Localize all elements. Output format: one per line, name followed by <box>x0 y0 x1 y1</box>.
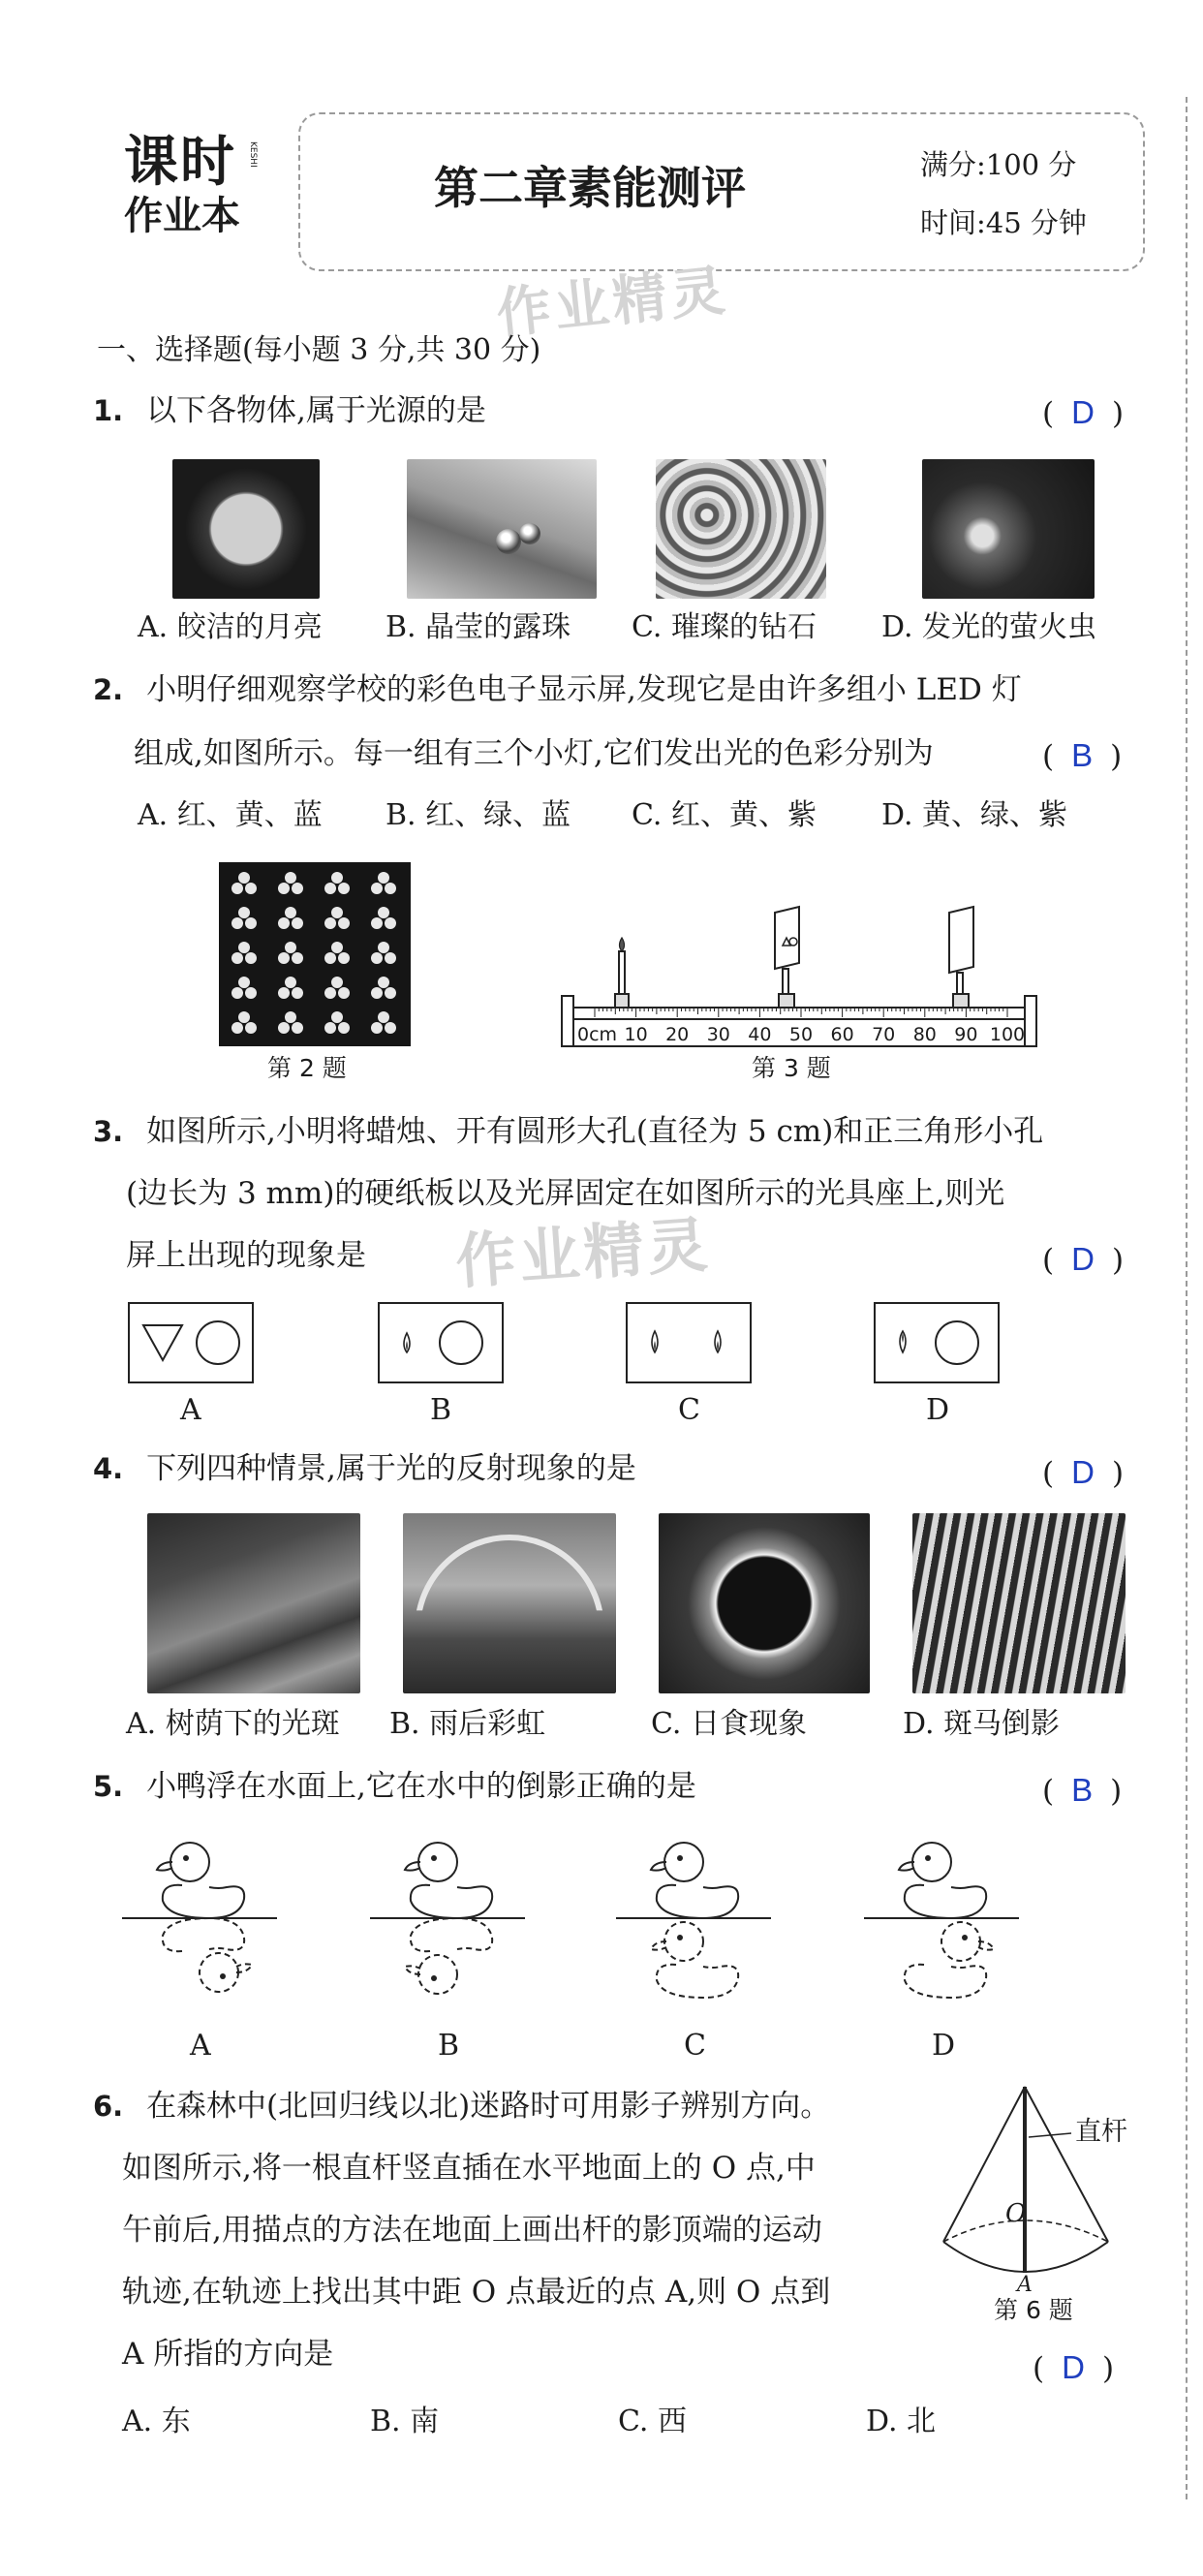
led-lamp <box>238 907 250 918</box>
ruler-label: 40 <box>748 1024 772 1045</box>
answer-3: ( D ) <box>1042 1241 1125 1278</box>
led-lamp <box>245 952 257 964</box>
led-lamp <box>371 883 383 894</box>
option-3c: C <box>678 1393 700 1427</box>
option-6a: A. 东 <box>122 2405 191 2438</box>
option-1d: D. 发光的萤火虫 <box>881 610 1097 644</box>
led-lamp <box>292 917 303 929</box>
answer-letter: D <box>1071 1241 1095 1277</box>
led-lamp <box>245 987 257 999</box>
question-text: 以下各物体,属于光源的是 <box>146 393 486 428</box>
duck-option-d-figure <box>864 1827 1029 2040</box>
led-lamp <box>278 883 290 894</box>
eclipse-photo <box>659 1513 870 1693</box>
led-lamp <box>371 987 383 999</box>
led-lamp <box>278 952 290 964</box>
question-1 <box>93 391 486 430</box>
question-number: 2. <box>93 673 124 706</box>
led-lamp <box>285 977 296 988</box>
led-lamp <box>378 942 389 953</box>
ruler-label: 60 <box>830 1024 854 1045</box>
optical-bench-figure <box>562 903 1036 1048</box>
led-grid-figure <box>219 862 411 1046</box>
figure-6-caption: 第 6 题 <box>994 2296 1073 2324</box>
question-6-line4: 轨迹,在轨迹上找出其中距 O 点最近的点 A,则 O 点到 <box>122 2275 831 2310</box>
option-3a-figure <box>128 1302 254 1383</box>
ruler-label: 70 <box>872 1024 896 1045</box>
option-6d: D. 北 <box>866 2405 937 2438</box>
answer-letter: B <box>1071 737 1094 773</box>
logo-small-text: KESHI <box>248 141 258 168</box>
duck-option-c-figure <box>616 1827 781 2040</box>
logo <box>124 131 269 250</box>
exam-time: 时间:45 分钟 <box>920 206 1087 239</box>
option-4a: A. 树荫下的光斑 <box>126 1707 340 1741</box>
led-lamp <box>245 1022 257 1034</box>
led-lamp <box>238 977 250 988</box>
option-3d-figure <box>874 1302 1000 1383</box>
answer-letter: D <box>1062 2349 1085 2385</box>
led-lamp <box>231 987 243 999</box>
option-6b: B. 南 <box>370 2405 440 2438</box>
question-text: 如图所示,小明将蜡烛、开有圆形大孔(直径为 5 cm)和正三角形小孔 <box>146 1114 1044 1149</box>
moon-photo <box>172 459 320 599</box>
watermark: 作业精灵 <box>453 1208 714 1298</box>
led-lamp <box>285 872 296 884</box>
ruler-label: 0cm <box>577 1024 618 1045</box>
led-lamp <box>231 952 243 964</box>
option-4d: D. 斑马倒影 <box>903 1707 1061 1741</box>
led-lamp <box>324 1022 336 1034</box>
duck-option-b-figure <box>370 1827 535 2021</box>
option-2b: B. 红、绿、蓝 <box>386 798 571 832</box>
led-lamp <box>324 987 336 999</box>
margin-dashed-line <box>1186 97 1188 2499</box>
led-lamp <box>278 987 290 999</box>
question-3-line3: 屏上出现的现象是 <box>126 1238 366 1273</box>
led-lamp <box>331 907 343 918</box>
answer-2: ( B ) <box>1042 737 1123 774</box>
led-lamp <box>371 952 383 964</box>
led-lamp <box>338 952 350 964</box>
led-lamp <box>245 883 257 894</box>
led-lamp <box>278 917 290 929</box>
figure-2-caption: 第 2 题 <box>267 1054 347 1082</box>
led-lamp <box>331 872 343 884</box>
led-lamp <box>238 872 250 884</box>
ruler-label: 50 <box>788 1024 814 1045</box>
rainbow-photo <box>403 1513 616 1693</box>
led-lamp <box>278 1022 290 1034</box>
led-lamp <box>238 942 250 953</box>
led-lamp <box>285 1011 296 1023</box>
figure-6-rod-label: 直杆 <box>1075 2117 1127 2147</box>
led-lamp <box>385 917 396 929</box>
page-title: 第二章素能测评 <box>434 162 746 214</box>
led-lamp <box>292 1022 303 1034</box>
option-3b: B <box>430 1393 452 1427</box>
led-lamp <box>324 883 336 894</box>
question-6-line3: 午前后,用描点的方法在地面上画出杆的影顶端的运动 <box>122 2213 822 2248</box>
section-title: 一、选择题(每小题 3 分,共 30 分) <box>97 333 541 367</box>
led-lamp <box>371 1022 383 1034</box>
full-score: 满分:100 分 <box>920 148 1077 181</box>
question-6 <box>93 2087 830 2126</box>
answer-4: ( D ) <box>1042 1454 1125 1491</box>
led-lamp <box>292 883 303 894</box>
zebra-photo <box>912 1513 1126 1693</box>
ruler-label: 20 <box>665 1024 690 1045</box>
option-2a: A. 红、黄、蓝 <box>138 798 323 832</box>
led-lamp <box>378 872 389 884</box>
led-lamp <box>385 952 396 964</box>
led-lamp <box>331 942 343 953</box>
option-1c: C. 璀璨的钻石 <box>632 610 817 644</box>
led-lamp <box>231 1022 243 1034</box>
option-1a: A. 皎洁的月亮 <box>138 610 323 644</box>
question-text: 下列四种情景,属于光的反射现象的是 <box>146 1451 636 1486</box>
led-lamp <box>371 917 383 929</box>
question-text: 在森林中(北回归线以北)迷路时可用影子辨别方向。 <box>146 2089 831 2124</box>
logo-line1: 课时 <box>124 131 236 194</box>
question-text: 小鸭浮在水面上,它在水中的倒影正确的是 <box>146 1769 696 1804</box>
option-5b: B <box>438 2029 460 2063</box>
option-3d: D <box>926 1393 950 1427</box>
led-lamp <box>292 952 303 964</box>
ruler-label: 30 <box>706 1024 730 1045</box>
ruler-label: 80 <box>912 1024 937 1045</box>
led-lamp <box>378 977 389 988</box>
answer-1: ( D ) <box>1042 394 1125 431</box>
tree-shade-photo <box>147 1513 360 1693</box>
led-lamp <box>385 883 396 894</box>
diamond-photo <box>656 459 826 599</box>
figure-6-point-a: A <box>1017 2273 1033 2297</box>
question-3-line2: (边长为 3 mm)的硬纸板以及光屏固定在如图所示的光具座上,则光 <box>126 1176 1005 1211</box>
duck-option-a-figure <box>122 1827 287 2021</box>
led-lamp <box>324 917 336 929</box>
option-3a: A <box>180 1393 201 1427</box>
ruler-label: 90 <box>954 1024 978 1045</box>
question-2-line2: 组成,如图所示。每一组有三个小灯,它们发出光的色彩分别为 <box>134 736 934 771</box>
question-number: 5. <box>93 1770 124 1803</box>
led-lamp <box>378 907 389 918</box>
figure-3-caption: 第 3 题 <box>752 1054 831 1082</box>
led-lamp <box>331 1011 343 1023</box>
led-lamp <box>231 883 243 894</box>
question-6-line5: A 所指的方向是 <box>122 2337 334 2372</box>
led-lamp <box>378 1011 389 1023</box>
question-2 <box>93 670 1022 709</box>
answer-5: ( B ) <box>1042 1772 1123 1809</box>
option-2c: C. 红、黄、紫 <box>632 798 817 832</box>
question-3 <box>93 1112 1043 1151</box>
option-3c-figure <box>626 1302 752 1383</box>
question-4 <box>93 1449 636 1488</box>
option-5c: C <box>684 2029 706 2063</box>
option-5d: D <box>932 2029 956 2063</box>
question-number: 1. <box>93 394 124 427</box>
question-number: 4. <box>93 1452 124 1485</box>
led-lamp <box>385 1022 396 1034</box>
ruler-label: 100 <box>989 1024 1026 1045</box>
led-lamp <box>238 1011 250 1023</box>
led-lamp <box>324 952 336 964</box>
option-3b-figure <box>378 1302 504 1383</box>
option-6c: C. 西 <box>618 2405 687 2438</box>
answer-letter: B <box>1071 1772 1094 1808</box>
led-lamp <box>231 917 243 929</box>
led-lamp <box>285 942 296 953</box>
led-lamp <box>385 987 396 999</box>
answer-letter: D <box>1071 394 1095 430</box>
led-lamp <box>338 917 350 929</box>
question-number: 3. <box>93 1115 124 1148</box>
option-5a: A <box>190 2029 211 2063</box>
question-number: 6. <box>93 2090 124 2123</box>
led-lamp <box>285 907 296 918</box>
figure-6-point-o: O <box>1005 2199 1027 2228</box>
question-5 <box>93 1767 696 1806</box>
answer-6: ( D ) <box>1033 2349 1115 2386</box>
question-text: 小明仔细观察学校的彩色电子显示屏,发现它是由许多组小 LED 灯 <box>146 672 1022 707</box>
firefly-photo <box>922 459 1095 599</box>
option-1b: B. 晶莹的露珠 <box>386 610 571 644</box>
logo-line2: 作业本 <box>124 194 240 238</box>
answer-letter: D <box>1071 1454 1095 1490</box>
led-lamp <box>338 883 350 894</box>
dewdrop-photo <box>407 459 597 599</box>
led-lamp <box>292 987 303 999</box>
ruler-label: 10 <box>624 1024 648 1045</box>
option-4b: B. 雨后彩虹 <box>389 1707 546 1741</box>
option-2d: D. 黄、绿、紫 <box>881 798 1068 832</box>
led-lamp <box>331 977 343 988</box>
led-lamp <box>338 987 350 999</box>
watermark: 作业精灵 <box>493 259 732 347</box>
led-lamp <box>338 1022 350 1034</box>
question-6-line2: 如图所示,将一根直杆竖直插在水平地面上的 O 点,中 <box>122 2151 816 2186</box>
option-4c: C. 日食现象 <box>651 1707 807 1741</box>
led-lamp <box>245 917 257 929</box>
